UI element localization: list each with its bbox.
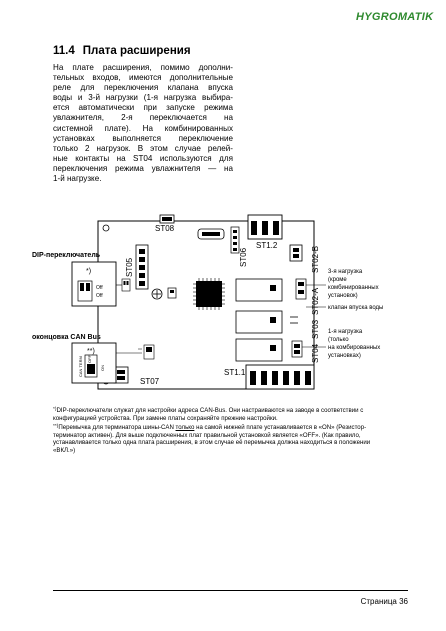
dip-marker: *) xyxy=(86,268,92,275)
load1-callout-line: на комбированных xyxy=(328,345,381,351)
dip-off-label-1: Off xyxy=(96,285,103,291)
can-on-label: ON xyxy=(100,365,105,371)
st11-terminal xyxy=(246,365,314,389)
section-heading: Плата расширения xyxy=(82,45,191,57)
st03-label: ST03 xyxy=(311,319,320,339)
hygromatik-logo: HYGROMATIK xyxy=(356,11,434,23)
body-line: ется автоматически при запуске режима xyxy=(53,103,233,113)
can-off-label: OFF xyxy=(87,355,92,363)
st02a-label: ST02-A xyxy=(311,287,320,315)
expansion-board-diagram xyxy=(32,215,404,393)
footnote-marker: **) xyxy=(53,424,59,429)
footnote-text: на самой нижней плате устанавливается в «ON» (Резистор- xyxy=(194,424,367,431)
can-label: оконцовка CAN Bus xyxy=(32,334,101,341)
dip-label: DIP-переключатель xyxy=(32,252,101,259)
st11-label: ST1.1 xyxy=(224,368,246,377)
body-line: реле для переключения клапана впуска xyxy=(53,83,233,93)
body-line: переключения режима увлажнителя — на xyxy=(53,163,233,173)
valve-callout: клапан впуска воды xyxy=(328,305,384,311)
load3-callout-line: (кроме xyxy=(328,277,347,283)
load1-callout-line: 1-я нагрузка xyxy=(328,329,363,335)
load1-callout-line: (только xyxy=(328,337,349,343)
st06-label: ST06 xyxy=(239,247,248,267)
footnote-text: конфигурацией устройства. При замене платы сохраняйте прежние настройки. xyxy=(53,414,278,422)
body-line: системной плате). На комбинированных xyxy=(53,123,233,133)
load1-callout-line: установках) xyxy=(328,353,361,359)
can-marker: **) xyxy=(87,348,95,355)
footnote-marker: *) xyxy=(53,407,57,412)
body-line: увлажнителя, 2-я переключается на xyxy=(53,113,233,123)
st05-label: ST05 xyxy=(125,257,134,277)
body-line: тельных входов, имеются дополнительные xyxy=(53,73,233,83)
st02b-connector xyxy=(290,245,302,261)
section-number: 11.4 xyxy=(53,45,75,57)
footnote-text: Перемычка для терминатора шины-CAN xyxy=(58,424,176,431)
body-line: воды и 3-й нагрузки (1-я нагрузка выбира- xyxy=(53,93,233,103)
body-line: На плате расширения, помимо дополни- xyxy=(53,63,233,72)
body-line: ные контакты на ST04 используются для xyxy=(53,153,233,163)
mount-hole xyxy=(103,225,109,231)
load3-callout-line: установок) xyxy=(328,293,358,299)
footnote-text: DIP-переключатели служат для настройки адреса CAN-Bus. Они настраиваются на заводе в соответствии с xyxy=(56,407,364,414)
footnote-text: терминатор активен). Для выше подключенных плат правильной установкой является «OFF». (Как правило, xyxy=(53,431,361,439)
st08-label: ST08 xyxy=(155,224,175,233)
section-body xyxy=(53,63,233,184)
dip-switch-onboard xyxy=(122,279,130,291)
footnote-can xyxy=(53,424,408,454)
dip-off-label-2: Off xyxy=(96,293,103,299)
st02b-label: ST02-B xyxy=(311,245,320,273)
st04-connector xyxy=(292,341,302,357)
footnote-text: «ВКЛ.») xyxy=(53,446,76,454)
footnote-emphasis: только xyxy=(175,424,195,431)
body-line: установках выполняется переключение xyxy=(53,133,233,143)
footnote-text: устанавливается только одна плата расширения, в этом случае её перемычка должна находиться в положении xyxy=(53,439,371,447)
st04-label: ST04 xyxy=(311,343,320,363)
microcontroller-chip xyxy=(196,281,222,307)
page-number: Страница 36 xyxy=(360,597,408,606)
body-line: только 2 нагрузок. В этом случае релей- xyxy=(53,143,233,153)
body-line: 1-й нагрузке. xyxy=(53,174,102,184)
can-term-label: CAN TERM xyxy=(78,356,83,377)
st12-label: ST1.2 xyxy=(256,241,278,250)
footnote-dip xyxy=(53,407,408,422)
section-title xyxy=(53,45,191,57)
load3-callout-line: 3-я нагрузка xyxy=(328,269,363,275)
st07-label: ST07 xyxy=(140,377,160,386)
load3-callout-line: комбинированных xyxy=(328,285,379,291)
footer-divider xyxy=(53,590,408,591)
